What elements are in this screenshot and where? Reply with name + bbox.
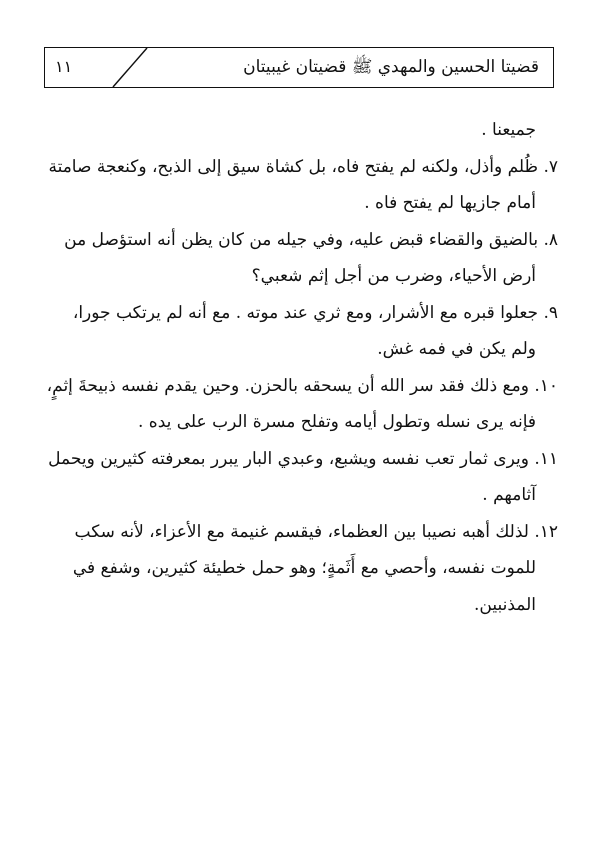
text-line: آثامهم . [482, 485, 536, 505]
text-line: فإنه يرى نسله وتطول أيامه وتفلح مسرة الرب على يده . [137, 412, 536, 432]
header-divider-slash [85, 48, 155, 87]
text-line: أرض الأحياء، وضرب من أجل إثم شعبي؟ [251, 266, 536, 286]
text-line: جميعنا . [481, 120, 536, 140]
page-number: ١١ [55, 57, 73, 76]
header-title: قضيتا الحسين والمهدي ﷺ قضيتان غيبيتان [243, 57, 539, 77]
text-line: ١٢. لذلك أهبه نصيبا بين العظماء، فيقسم غنيمة مع الأعزاء، لأنه سكب [74, 521, 558, 542]
text-line: ٧. ظُلم وأذل، ولكنه لم يفتح فاه، بل كشاة سيق إلى الذبح، وكنعجة صامتة [48, 156, 558, 177]
text-line: ولم يكن في فمه غش. [377, 339, 536, 359]
text-line: ١١. ويرى ثمار تعب نفسه ويشبع، وعبدي البار يبرر بمعرفته كثيرين ويحمل [48, 448, 558, 469]
text-line: المذنبين. [474, 594, 536, 615]
page-body [44, 112, 558, 623]
text-line: أمام جازيها لم يفتح فاه . [364, 193, 536, 213]
running-header [44, 47, 554, 88]
text-line: للموت نفسه، وأحصي مع أَثَمةٍ؛ وهو حمل خطيئة كثيرين، وشفع في [72, 558, 536, 578]
text-line: ١٠. ومع ذلك فقد سر الله أن يسحقه بالحزن. وحين يقدم نفسه ذبيحةَ إثمٍ، [46, 375, 558, 396]
text-line: ٩. جعلوا قبره مع الأشرار، ومع ثري عند موته . مع أنه لم يرتكب جورا، [72, 302, 558, 323]
text-line: ٨. بالضيق والقضاء قبض عليه، وفي جيله من كان يظن أنه استؤصل من [64, 229, 558, 250]
